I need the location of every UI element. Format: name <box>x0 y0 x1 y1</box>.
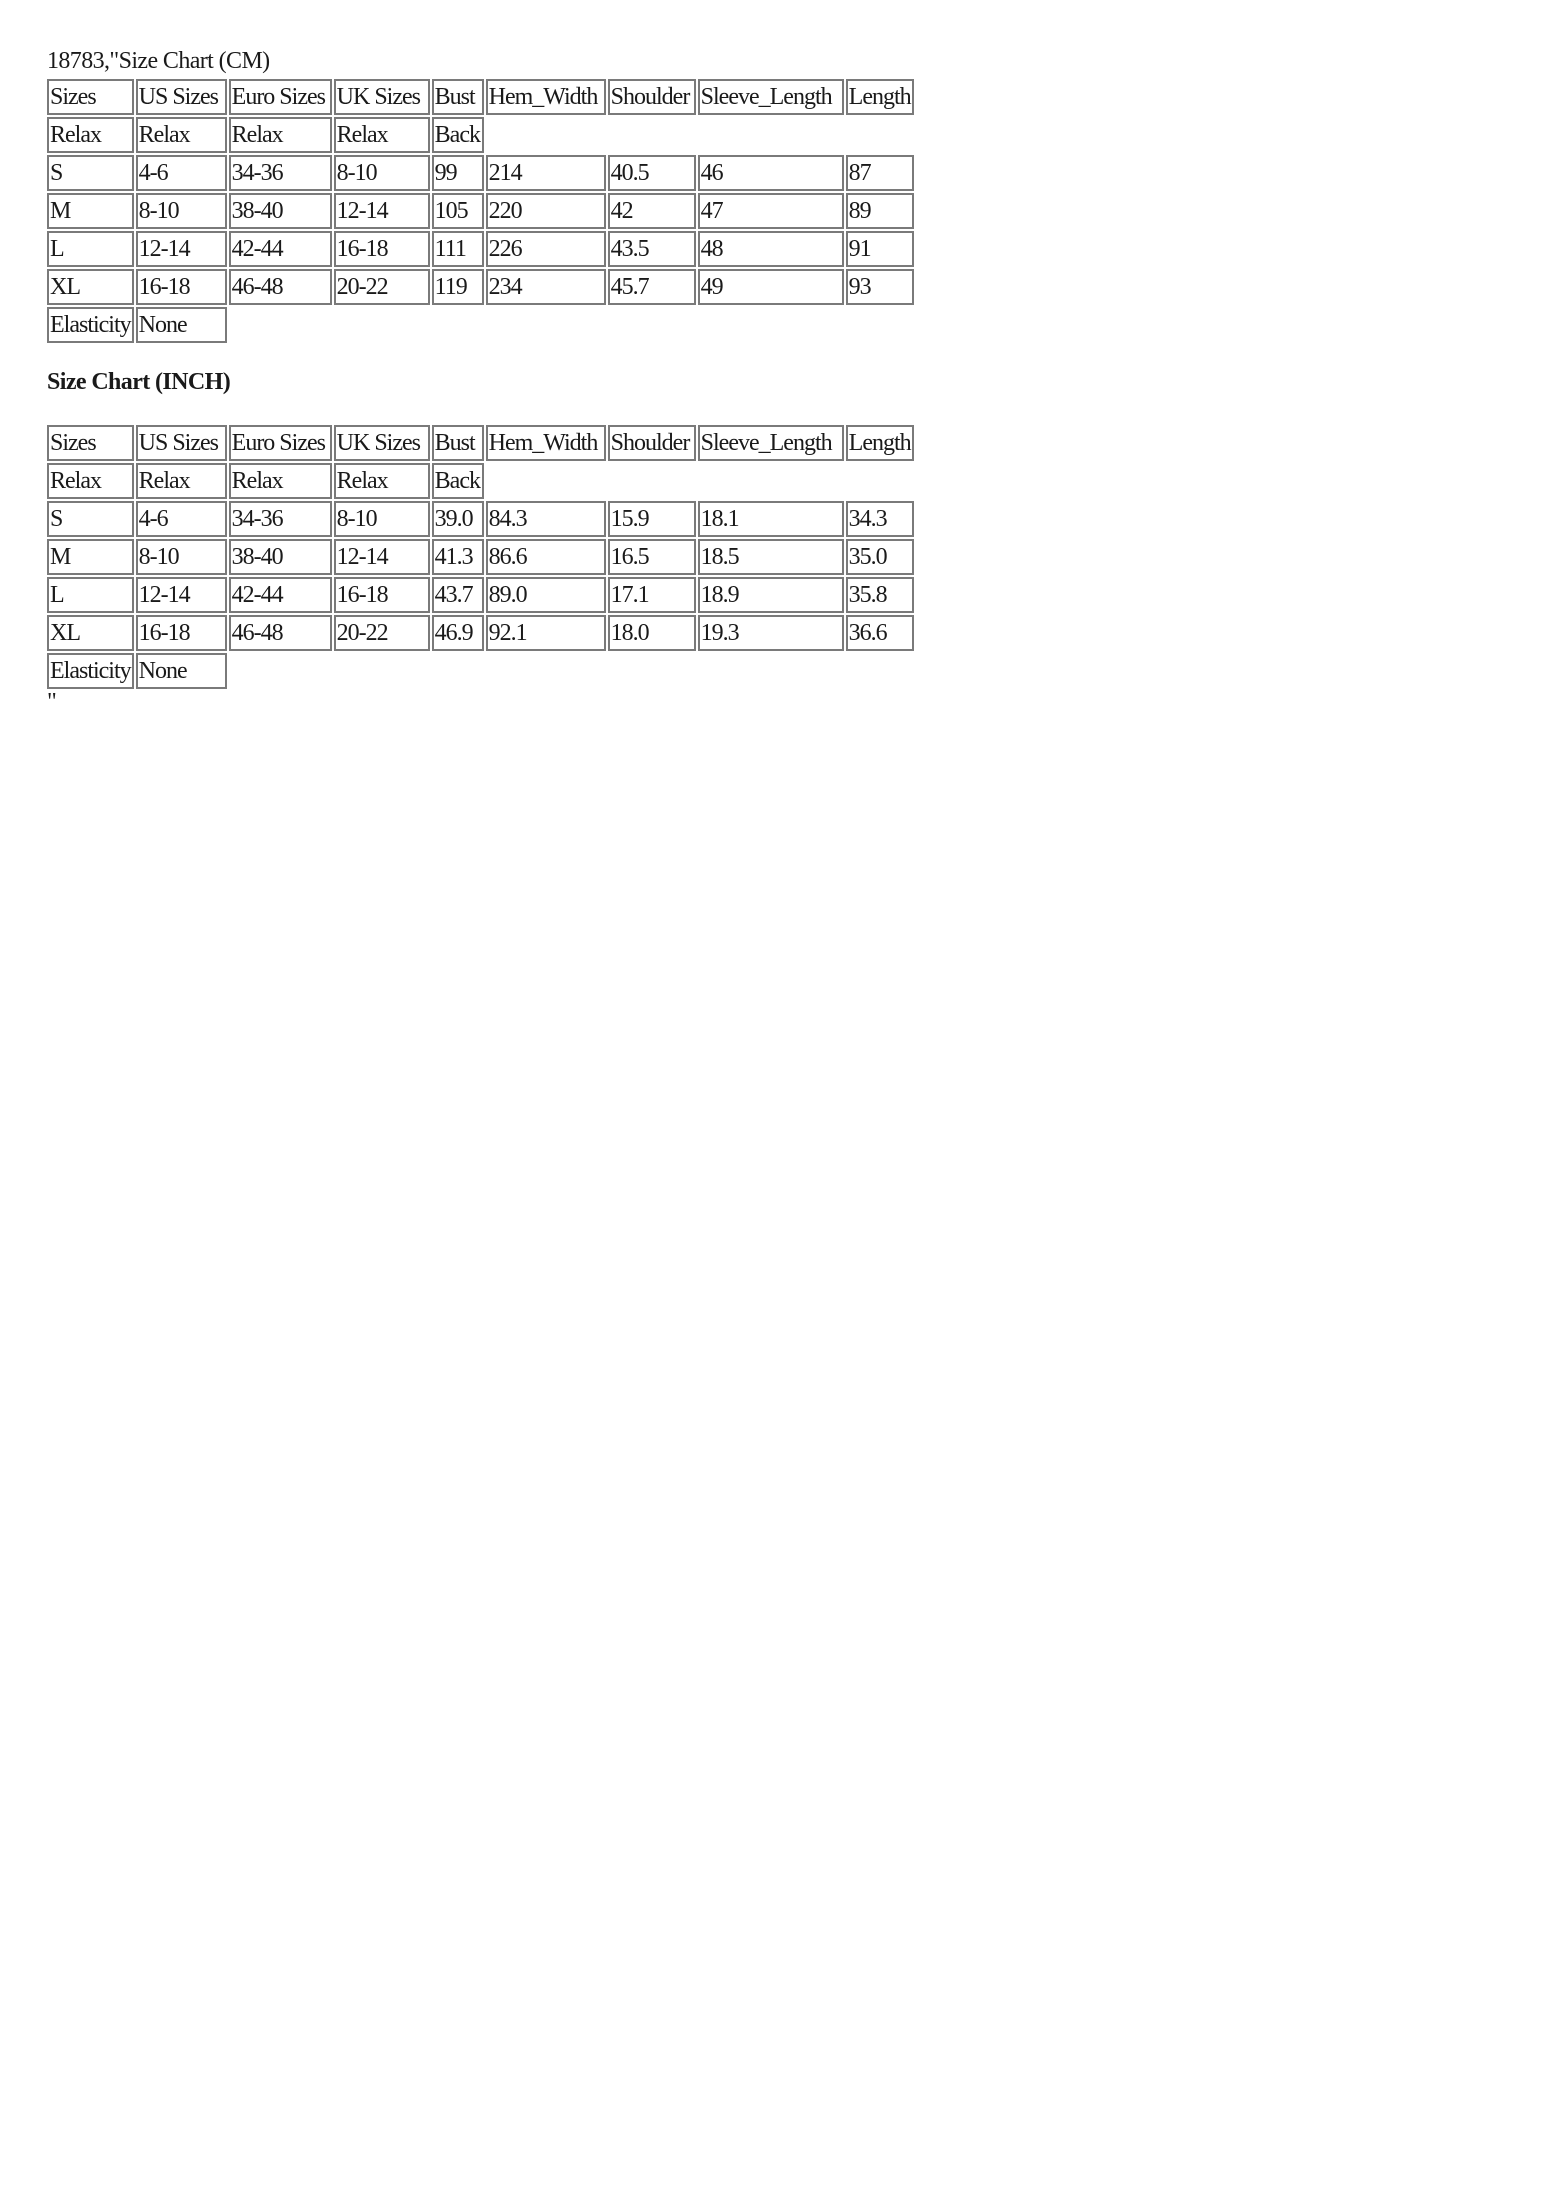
size-row-cell: 35.0 <box>846 539 914 575</box>
empty-cell <box>486 307 606 343</box>
size-row-cell: 46-48 <box>229 269 332 305</box>
size-row-cell: 34.3 <box>846 501 914 537</box>
size-row-cell: 39.0 <box>432 501 484 537</box>
size-row-cell: 12-14 <box>334 193 430 229</box>
empty-cell <box>608 307 696 343</box>
size-row-cell: 8-10 <box>334 501 430 537</box>
empty-cell <box>432 653 484 689</box>
size-row <box>47 155 914 191</box>
size-row-cell: 12-14 <box>136 577 227 613</box>
size-row-cell: 8-10 <box>334 155 430 191</box>
size-row-cell: 8-10 <box>136 539 227 575</box>
size-row-cell: 89 <box>846 193 914 229</box>
size-row-cell: 34-36 <box>229 155 332 191</box>
size-row-cell: 93 <box>846 269 914 305</box>
size-row <box>47 615 914 651</box>
fit-row-cell: Relax <box>47 117 134 153</box>
size-row-cell: 40.5 <box>608 155 696 191</box>
size-row-cell: 20-22 <box>334 269 430 305</box>
header-row-cell: UK Sizes <box>334 425 430 461</box>
size-row-cell: 47 <box>698 193 844 229</box>
cm-chart-heading: 18783,"Size Chart (CM) <box>47 48 270 74</box>
empty-cell <box>334 653 430 689</box>
size-row-cell: M <box>47 193 134 229</box>
size-row-cell: 46 <box>698 155 844 191</box>
empty-cell <box>698 463 844 499</box>
size-row-cell: 105 <box>432 193 484 229</box>
header-row-cell: Shoulder <box>608 425 696 461</box>
header-row <box>47 79 914 115</box>
fit-row-cell: Relax <box>334 463 430 499</box>
size-row-cell: 42 <box>608 193 696 229</box>
size-row-cell: 43.7 <box>432 577 484 613</box>
size-row-cell: 16.5 <box>608 539 696 575</box>
elasticity-row-cell: None <box>136 307 227 343</box>
size-row-cell: 111 <box>432 231 484 267</box>
fit-row-cell: Relax <box>136 117 227 153</box>
size-row-cell: 214 <box>486 155 606 191</box>
size-row-cell: 49 <box>698 269 844 305</box>
size-row-cell: L <box>47 231 134 267</box>
header-row-cell: Shoulder <box>608 79 696 115</box>
header-row-cell: Sleeve_Length <box>698 425 844 461</box>
header-row-cell: Euro Sizes <box>229 425 332 461</box>
empty-cell <box>432 307 484 343</box>
empty-cell <box>698 117 844 153</box>
header-row-cell: Hem_Width <box>486 425 606 461</box>
size-row-cell: 4-6 <box>136 155 227 191</box>
header-row-cell: Length <box>846 79 914 115</box>
empty-cell <box>846 653 914 689</box>
elasticity-row <box>47 307 914 343</box>
size-row-cell: 48 <box>698 231 844 267</box>
empty-cell <box>608 653 696 689</box>
size-row-cell: 42-44 <box>229 231 332 267</box>
size-row-cell: S <box>47 155 134 191</box>
size-row-cell: S <box>47 501 134 537</box>
header-row-cell: US Sizes <box>136 79 227 115</box>
empty-cell <box>486 117 606 153</box>
empty-cell <box>486 463 606 499</box>
size-row-cell: 8-10 <box>136 193 227 229</box>
header-row-cell: UK Sizes <box>334 79 430 115</box>
size-row-cell: XL <box>47 269 134 305</box>
size-row-cell: 17.1 <box>608 577 696 613</box>
size-row <box>47 577 914 613</box>
fit-row <box>47 463 914 499</box>
closing-quote: " <box>47 689 57 715</box>
elasticity-row <box>47 653 914 689</box>
empty-cell <box>334 307 430 343</box>
size-row-cell: 220 <box>486 193 606 229</box>
size-row-cell: 41.3 <box>432 539 484 575</box>
size-row-cell: 86.6 <box>486 539 606 575</box>
fit-row-cell: Relax <box>47 463 134 499</box>
empty-cell <box>846 117 914 153</box>
fit-row-cell: Back <box>432 463 484 499</box>
size-row-cell: 234 <box>486 269 606 305</box>
fit-row-cell: Back <box>432 117 484 153</box>
size-row-cell: M <box>47 539 134 575</box>
size-row-cell: 16-18 <box>136 615 227 651</box>
size-row-cell: 99 <box>432 155 484 191</box>
inch-size-table <box>45 423 916 691</box>
size-row <box>47 539 914 575</box>
size-row-cell: 89.0 <box>486 577 606 613</box>
size-row-cell: 12-14 <box>136 231 227 267</box>
size-row-cell: 19.3 <box>698 615 844 651</box>
header-row-cell: Bust <box>432 425 484 461</box>
cm-size-table <box>45 77 916 345</box>
size-row-cell: 20-22 <box>334 615 430 651</box>
size-row <box>47 231 914 267</box>
size-row-cell: 87 <box>846 155 914 191</box>
size-row-cell: 38-40 <box>229 193 332 229</box>
size-row-cell: 46.9 <box>432 615 484 651</box>
fit-row <box>47 117 914 153</box>
empty-cell <box>229 307 332 343</box>
size-row-cell: 18.9 <box>698 577 844 613</box>
document-page <box>47 46 916 713</box>
empty-cell <box>846 463 914 499</box>
fit-row-cell: Relax <box>229 117 332 153</box>
fit-row-cell: Relax <box>229 463 332 499</box>
header-row-cell: Length <box>846 425 914 461</box>
header-row-cell: Sizes <box>47 425 134 461</box>
size-row-cell: 226 <box>486 231 606 267</box>
header-row-cell: Hem_Width <box>486 79 606 115</box>
size-row-cell: 92.1 <box>486 615 606 651</box>
empty-cell <box>698 653 844 689</box>
empty-cell <box>608 463 696 499</box>
size-row-cell: 43.5 <box>608 231 696 267</box>
size-row-cell: 16-18 <box>136 269 227 305</box>
size-row-cell: 12-14 <box>334 539 430 575</box>
empty-cell <box>486 653 606 689</box>
elasticity-row-cell: Elasticity <box>47 653 134 689</box>
size-row-cell: 16-18 <box>334 577 430 613</box>
size-row-cell: 16-18 <box>334 231 430 267</box>
empty-cell <box>608 117 696 153</box>
header-row-cell: Bust <box>432 79 484 115</box>
header-row-cell: Euro Sizes <box>229 79 332 115</box>
size-row-cell: XL <box>47 615 134 651</box>
header-row-cell: Sizes <box>47 79 134 115</box>
size-row-cell: 91 <box>846 231 914 267</box>
header-row-cell: Sleeve_Length <box>698 79 844 115</box>
size-row-cell: 45.7 <box>608 269 696 305</box>
inch-chart-heading: Size Chart (INCH) <box>47 369 231 395</box>
size-row-cell: 42-44 <box>229 577 332 613</box>
size-row-cell: 119 <box>432 269 484 305</box>
fit-row-cell: Relax <box>136 463 227 499</box>
size-row-cell: 4-6 <box>136 501 227 537</box>
size-row-cell: 35.8 <box>846 577 914 613</box>
size-row-cell: 38-40 <box>229 539 332 575</box>
size-row-cell: 84.3 <box>486 501 606 537</box>
size-row-cell: 15.9 <box>608 501 696 537</box>
size-row <box>47 269 914 305</box>
size-row-cell: L <box>47 577 134 613</box>
size-row-cell: 18.0 <box>608 615 696 651</box>
empty-cell <box>229 653 332 689</box>
size-row-cell: 36.6 <box>846 615 914 651</box>
size-row <box>47 193 914 229</box>
header-row <box>47 425 914 461</box>
empty-cell <box>846 307 914 343</box>
size-row <box>47 501 914 537</box>
empty-cell <box>698 307 844 343</box>
size-row-cell: 18.1 <box>698 501 844 537</box>
elasticity-row-cell: None <box>136 653 227 689</box>
size-row-cell: 46-48 <box>229 615 332 651</box>
fit-row-cell: Relax <box>334 117 430 153</box>
size-row-cell: 34-36 <box>229 501 332 537</box>
size-row-cell: 18.5 <box>698 539 844 575</box>
header-row-cell: US Sizes <box>136 425 227 461</box>
elasticity-row-cell: Elasticity <box>47 307 134 343</box>
